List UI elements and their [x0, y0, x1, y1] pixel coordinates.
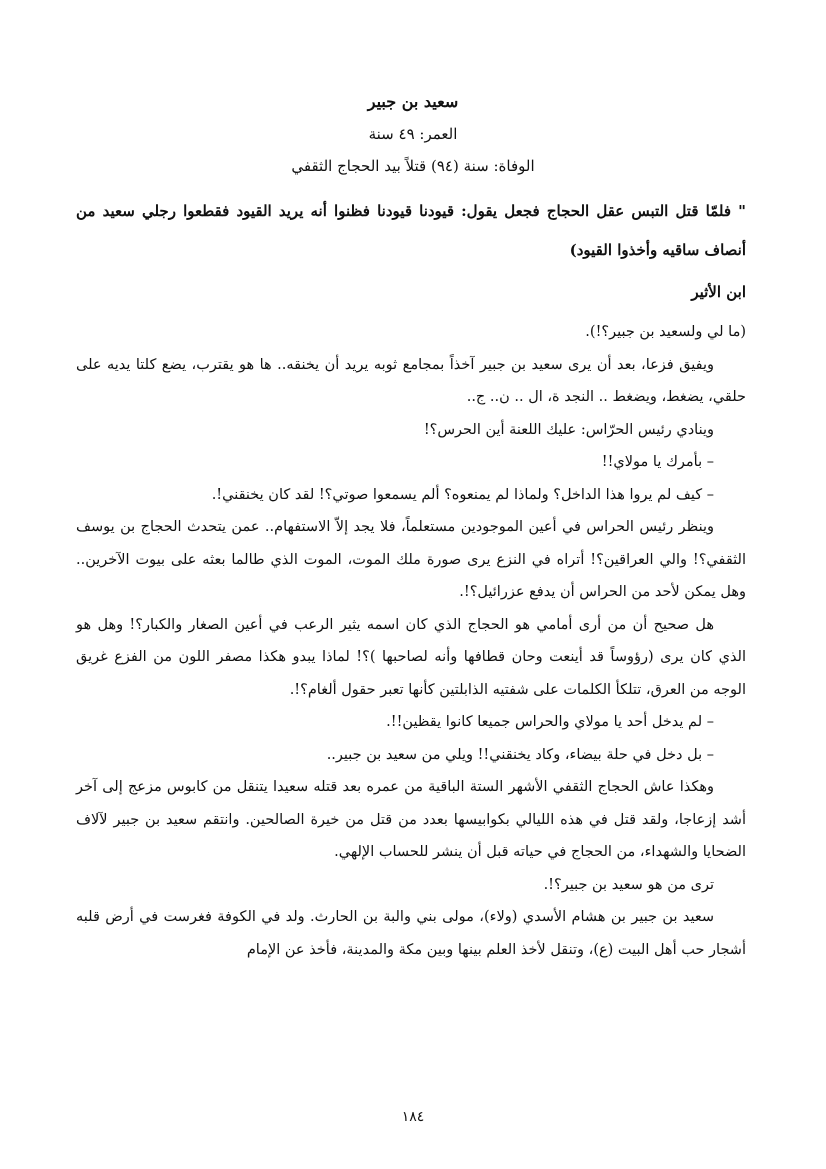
- page-number: ١٨٤: [401, 1109, 425, 1125]
- paragraph: هل صحيح أن من أرى أمامي هو الحجاج الذي كان اسمه يثير الرعب في أعين الصغار والكبار؟! وهل هو الذي كان يرى (رؤوساً قد أينعت وحان قطافها وأنه لصاحبها )؟! لماذا يبدو هكذا مصفر اللون من الفزع غريق الوجه من العرق، تتلكأ الكلمات على شفتيه الذابلتين كأنها تعبر حقول ألغام؟!.: [76, 616, 746, 698]
- paragraph: وينظر رئيس الحراس في أعين الموجودين مستعلماً، فلا يجد إلاّ الاستفهام.. عمن يتحدث الحجاج بن يوسف الثقفي؟! والي العراقين؟! أتراه في النزع يرى صورة ملك الموت، الموت الذي طالما بعثه على بيوت الآخرين.. وهل يمكن لأحد من الحراس أن يدفع عزرائيل؟!.: [76, 519, 746, 600]
- paragraph: وينادي رئيس الحرّاس: عليك اللعنة أين الحرس؟!: [423, 421, 714, 438]
- epigraph-quote: " فلمّا قتل التبس عقل الحجاج فجعل يقول: قيودنا قيودنا فظنوا أنه يريد القيود فقطعوا رجلي سعيد من أنصاف ساقيه وأخذوا القيود): [76, 202, 746, 259]
- dialogue-line: – بل دخل في حلة بيضاء، وكاد يخنقني!! ويلي من سعيد بن جبير..: [326, 746, 714, 763]
- dialogue-line: – لم يدخل أحد يا مولاي والحراس جميعا كانوا يقظين!!.: [386, 714, 714, 730]
- death-line: الوفاة: سنة (٩٤) قتلاً بيد الحجاج الثقفي: [291, 157, 535, 175]
- paragraph: ترى من هو سعيد بن جبير؟!.: [543, 876, 714, 893]
- dialogue-line: – كيف لم يروا هذا الداخل؟ ولماذا لم يمنعوه؟ ألم يسمعوا صوتي؟! لقد كان يخنقني!.: [211, 486, 714, 503]
- body-text: [76, 316, 746, 966]
- chapter-header: [80, 86, 746, 182]
- epigraph-source: ابن الأثير: [691, 283, 746, 301]
- chapter-title: سعيد بن جبير: [367, 92, 459, 111]
- dialogue-line: – بأمرك يا مولاي!!: [601, 454, 714, 470]
- age-line: العمر: ٤٩ سنة: [368, 125, 458, 143]
- paragraph: (ما لي ولسعيد بن جبير؟!).: [585, 324, 746, 340]
- paragraph: ويفيق فزعا، بعد أن يرى سعيد بن جبير آخذاً بمجامع ثوبه يريد أن يخنقه.. ها هو يقترب، يضع كلتا يديه على حلقي، يضغط، ويضغط .. النجد ة، ال .. ن.. ج..: [76, 356, 746, 405]
- paragraph: سعيد بن جبير بن هشام الأسدي (ولاء)، مولى بني والبة بن الحارث. ولد في الكوفة فغرست في أرض قلبه أشجار حب أهل البيت (ع)، وتنقل لأخذ العلم بينها وبين مكة والمدينة، فأخذ عن الإمام: [76, 909, 746, 958]
- paragraph: وهكذا عاش الحجاج الثقفي الأشهر الستة الباقية من عمره بعد قتله سعيدا يتنقل من كابوس مزعج إلى آخر أشد إزعاجا، ولقد قتل في هذه الليالي بكوابيسها بعدد من قتل من خيرة الصالحين. وانتقم سعيد بن جبير لآلاف الضحايا والشهداء، من الحجاج في حياته قبل أن ينشر للحساب الإلهي.: [76, 779, 746, 860]
